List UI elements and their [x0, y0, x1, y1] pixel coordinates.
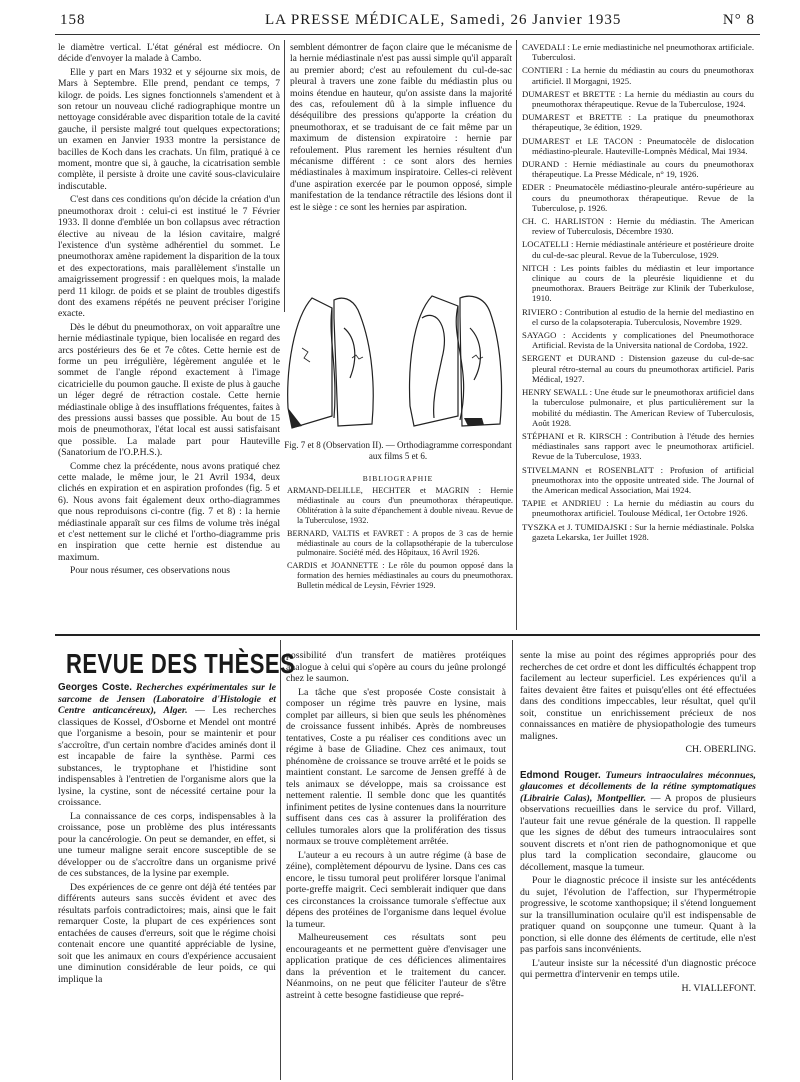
- reference: RIVIERO : Contribution al estudio de la hernie del mediastino en el curso de la colapsoterapia. Tuberculosis, Novembre 1929.: [522, 306, 754, 327]
- reference: STIVELMANN et ROSENBLATT : Profusion of artificial pneumothorax into the opposite untreated side. The Journal of the American medical Association, Mai 1924.: [522, 464, 754, 495]
- header-rule: [55, 34, 760, 35]
- orthodiagram-figure: [272, 288, 520, 438]
- reference: CONTIERI : La hernie du médiastin au cours du pneumothorax artificiel. Il Morgagni, 1925.: [522, 65, 754, 86]
- review-signature: H. VIALLEFONT.: [681, 982, 756, 994]
- reference: SERGENT et DURAND : Distension gazeuse du cul-de-sac pleural rétro-sternal au cours du pneumothorax artificiel. Paris Médical, 1927.: [522, 353, 754, 384]
- reference: LOCATELLI : Hernie médiastinale antérieure et postérieure droite du cul-de-sac pleural. Revue de la Tuberculose, 1929.: [522, 239, 754, 260]
- column-divider-1: [284, 40, 285, 312]
- paragraph: L'auteur a eu recours à un autre régime (à base de zéine), complètement dépourvu de lysine. Dans ces cas encore, le tissu tumoral peut proliférer lorsque l'animal porte-greffe maigrit. Ceci semblerait indiquer que dans ces circonstances la croissance tumorale s'effectue aux dépens des protéines de l'organisme dans lequel évolue la tumeur.: [286, 849, 506, 930]
- review-col3: [520, 650, 756, 996]
- reference: SAYAGO : Accidents y complicationes del Pneumothorace Artificial. Revista de la Universita national de Cordoba, 1922.: [522, 330, 754, 351]
- reference: NITCH : Les points faibles du médiastin et leur importance clinique au cours de la pleurésie liquidienne et du pneumothorax. Brauers Beiträge zur Klinik der Tuberkulose, 1910.: [522, 262, 754, 304]
- paragraph: Malheureusement ces résultats sont peu encourageants et ne permettent guère d'envisager une application pratique de ces déficiences alimentaires dans la prévention et le traitement du cancer. Néanmoins, on ne peut que féliciter l'auteur de s'être astreint à cette besogne fastidieuse que repré-: [286, 932, 506, 1001]
- lung-outline-right: [334, 298, 373, 426]
- review-1-col2: [286, 650, 506, 1003]
- reference: ARMAND-DELILLE, HECHTER et MAGRIN : Hernie médiastinale au cours d'un pneumothorax thérapeutique. Oblitération à la suite d'épanchement à double niveau. Revue de la Tuberculose, 1932.: [287, 486, 513, 525]
- bibliography-title: BIBLIOGRAPHIE: [362, 474, 434, 483]
- reference: STÉPHANI et R. KIRSCH : Contribution à l'étude des hernies médiastinales sans rapport avec le pneumothorax artificiel. Revue de la Tuberculose, 1933.: [522, 430, 754, 462]
- column-2: [290, 42, 512, 215]
- paragraph: — Les recherches classiques de Kossel, d'Osborne et Mendel ont montré que l'organisme a besoin, pour se maintenir et pour s'accroître, d'un certain nombre d'acides aminés dont il est incapable de faire la synthèse. Parmi ces substances, le tryptophane et l'histidine sont indispensables à l'entretien de l'organisme alors que la lysine, la cystine, sont de nécessité certaine pour la croissance.: [58, 705, 277, 808]
- page-header: [60, 10, 755, 34]
- paragraph: La tâche que s'est proposée Coste consistait à composer un régime très pauvre en lysine, mais complet par ailleurs, si bien que seuls les phénomènes de croissance fussent inhibés. Après de nombreuses tentatives, Coste a pu réaliser ces conditions avec un régime à base de Gliadine. Chez ces animaux, tout phénomène de croissance se trouve arrêté et le poids se maintient constant. Le sarcome de Jensen greffé à de tels animaux se développe, mais sa croissance est nettement ralentie. Il semble donc que les quantités infiniment petites de lysine contenues dans la nourriture suffisent dans ces cas à assurer la prolifération des cellules tumorales alors que la prolifération des tissus normaux se trouve complètement arrêtée.: [286, 686, 506, 847]
- reference: HENRY SEWALL : Une étude sur le pneumothorax artificiel dans la tuberculose pulmonaire, et plus particulièrement sur la mobilité du médiastin. The American Review of Tuberculosis, Août 1928.: [522, 387, 754, 428]
- review-1-col1: [58, 682, 276, 987]
- paragraph: L'auteur insiste sur la nécessité d'un diagnostic précoce qui permettra d'intervenir en temps utile.: [520, 957, 756, 980]
- reference: DUMAREST et LE TACON : Pneumatocèle de dislocation médiastino-pleurale. Hauteville-Lompnès Médical, Mai 1934.: [522, 135, 754, 156]
- page-number: 158: [60, 12, 86, 28]
- paragraph: possibilité d'un transfert de matières protéiques analogue à celui qui s'opère au cours du jeûne prolongé chez le saumon.: [286, 650, 506, 684]
- review-signature: CH. OBERLING.: [685, 744, 756, 755]
- reference: CH. C. HARLISTON : Hernie du médiastin. The American review of Tuberculosis, Décembre 1930.: [522, 216, 754, 237]
- reference: DUMAREST et BRETTE : La pratique du pneumothorax thérapeutique, 3e édition, 1929.: [522, 112, 754, 133]
- paragraph: Pour le diagnostic précoce il insiste sur les antécédents du sujet, l'évolution de l'affection, sur l'hypermétropie progressive, le scotome xanthopsique; il s'étend longuement sur la transillumination oculaire qu'il est indispensable de pratiquer quand on soupçonne une tumeur. Quant à la ponction, si elle donne des éléments de certitude, elle n'est pas parfois sans inconvénients.: [520, 875, 756, 955]
- paragraph: C'est dans ces conditions qu'on décide la création d'un pneumothorax droit : celui-ci est institué le 7 Février 1933. Il donne d'emblée un bon collapsus avec rétraction élective au niveau de la lésion cavitaire, malgré l'existence d'un système adhérentiel du sommet. Le pneumothorax amène rapidement la disparition de la toux et des expectorations, mais parallèlement s'installe un amaigrissement progressif : en quelques mois, la malade perd 11 kilogr. de poids et se plaint de troubles digestifs dont des examens répétés ne peuvent préciser l'origine exacte.: [58, 194, 280, 320]
- paragraph: semblent démontrer de façon claire que le mécanisme de la hernie médiastinale n'est pas aussi simple qu'il apparaît au premier abord; c'est au refoulement du cul-de-sac pleural à travers une zone faible du médiastin plus ou moins étendue en hauteur, qu'on assiste dans la majorité des cas, refoulement dû à la simple influence du déséquilibre des pressions qu'apporte la création du pneumothorax, et se traduisant de ce fait même par un maximum de distension expiratoire : hernie par refoulement. Plus rarement les hernies résultent d'un mécanisme différent : ce sont alors des hernies médiastinales à maximum inspiratoire. Celles-ci relèvent d'une aspiration exercée par le poumon opposé, simple manifestation de la tendance rétractile des lésions dont il est le siège : ce sont les hernies par aspiration.: [290, 42, 512, 213]
- column-1: [58, 42, 280, 579]
- review-author: Edmond Rouger.: [520, 769, 601, 781]
- section-title: REVUE DES THÈSES: [66, 648, 296, 680]
- paragraph: sente la mise au point des régimes appropriés pour des recherches de cet ordre et dont les difficultés échappent trop facilement au lecteur superficiel. Les expériences qu'il a faites devaient être faites et puisqu'elles ont été effectuées dans des conditions impeccables, leur résultat, quel qu'il soit, constitue un enrichissement précieux de nos connaissances en matière de physiopathologie des tumeurs malignes.: [520, 650, 756, 742]
- paragraph: Dès le début du pneumothorax, on voit apparaître une hernie médiastinale typique, bien localisée en regard des arcs postérieurs des 6e et 7e côtes. Cette hernie est de forme un peu irrégulière, légèrement angulée et le sommet de l'angle répond exactement à l'image cicatricielle du poumon gauche. Il existe de plus à gauche un léger degré de rétraction costale. Cette hernie médiastinale oblige à des insufflations fréquentes, faites à des pressions aussi basses que possible. Au bout de 15 mois de pneumothorax, l'état local est aussi satisfaisant que possible. La malade part pour Hauteville (Sanatorium de l'O.P.H.S.).: [58, 321, 280, 459]
- journal-title: LA PRESSE MÉDICALE, Samedi, 26 Janvier 1935: [265, 12, 622, 28]
- reference: CAVEDALI : Le ernie mediastiniche nel pneumothorax artificiale. Tuberculosi.: [522, 42, 754, 63]
- review-title: Tumeurs intraoculaires méconnues, glaucomes et décollements de la rétine symptomatiques (Librairie Calas), Montpellier.: [520, 769, 756, 804]
- lung-outline-left: [288, 298, 332, 428]
- bibliography-list: [287, 486, 513, 594]
- review-author: Georges Coste.: [58, 682, 132, 693]
- reference: BERNARD, VALTIS et FAVRET : A propos de 3 cas de hernie médiastinale au cours de la collapsothérapie de la tuberculose pulmonaire. Société méd. des Hôpitaux, 16 Avril 1926.: [287, 528, 513, 558]
- column-divider-4: [512, 640, 513, 1080]
- paragraph: le diamètre vertical. L'état général est médiocre. On décide d'envoyer la malade à Cambo.: [58, 42, 280, 65]
- figure-caption: Fig. 7 et 8 (Observation II). — Orthodiagramme correspondant aux films 5 et 6.: [284, 440, 512, 461]
- reference: DURAND : Hernie médiastinale au cours du pneumothorax thérapeutique. La Presse Médicale, n° 19, 1926.: [522, 159, 754, 180]
- column-divider-3: [280, 640, 281, 1080]
- paragraph: Des expériences de ce genre ont déjà été tentées par différents auteurs sans succès évident et avec des résultats parfois contradictoires; mais, ainsi que le fait remarquer Coste, la plupart de ces expériences sont entachées de causes d'erreurs, soit que le régime choisi contenait encore une quantité appréciable de lysine, soit que les animaux en cours d'expérience accusaient une diminution considérable de leur poids, ce qui implique la: [58, 881, 276, 985]
- review-heading: [58, 682, 276, 809]
- paragraph: Comme chez la précédente, nous avons pratiqué chez cette malade, le même jour, le 21 Avril 1934, deux clichés en expiration et en aspiration profondes (fig. 5 et 6). Nous avons fait également deux ortho-diagrammes que nous reproduisons ci-contre (fig. 7 et 8) : la hernie médiastinale apparaît sur ces films de volume très inégal et c'est nettement sur le cliché et l'ortho-diagramme pris en inspiration que cette hernie est distendue au maximum.: [58, 460, 280, 563]
- lung-outline-right-2: [460, 296, 502, 426]
- review-title: Recherches expérimentales sur le sarcome de Jensen (Laboratoire d'Histologie et Centre anticancéreux), Alger.: [58, 682, 276, 716]
- reference: TYSZKA et J. TUMIDAJSKI : Sur la hernie médiastinale. Polska gazeta Lekarska, 1er Juillet 1928.: [522, 521, 754, 542]
- reference: TAPIE et ANDRIEU : La hernie du médiastin au cours du pneumothorax artificiel. Toulouse Médical, 1er Octobre 1926.: [522, 498, 754, 519]
- paragraph: La connaissance de ces corps, indispensables à la croissance, pose un problème des plus intéressants pour la cancérologie. On peut se demander, en effet, si une tumeur maligne serait encore susceptible de se développer ou de s'accroître dans un organisme privé de ces substances, de la lysine par exemple.: [58, 810, 276, 879]
- paragraph: Pour nous résumer, ces observations nous: [70, 565, 231, 577]
- reference: EDER : Pneumatocèle médiastino-pleurale antéro-supérieure au cours du pneumothorax thérapeutique. Revue de la Tuberculose, p. 1926.: [522, 182, 754, 213]
- paragraph: Elle y part en Mars 1932 et y séjourne six mois, de Mars à Septembre. Elle prend, pendant ce temps, 7 kilogr. de poids. Les signes fonctionnels s'amendent et à son retour un nouveau cliché radiographique montre un nettoyage considérable avec disparition totale de la cavité gauche, il persiste malgré tout quelques expectorations; un examen en Janvier 1933 montre la persistance de bacilles de Koch dans les crachats. Un film, pratiqué à ce moment, montre que si, à gauche, la cicatrisation semble complète, il persiste à droite une cavité sous-claviculaire indiscutable.: [58, 66, 280, 192]
- paragraph: — A propos de plusieurs observations recueillies dans le service du prof. Villard, l'auteur fait une revue générale de la question. Il rappelle que les signes de début des tumeurs intraoculaires sont souvent discrets et n'ont rien de pathognomonique et que plus tard la complication secondaire, glaucome ou décollement, masque la tumeur.: [520, 792, 757, 873]
- references-column: [522, 42, 754, 545]
- reference: DUMAREST et BRETTE : La hernie du médiastin au cours du pneumothorax thérapeutique. Revue de la Tuberculose, 1924.: [522, 88, 754, 110]
- section-rule: [55, 634, 760, 636]
- reference: CARDIS et JOANNETTE : Le rôle du poumon opposé dans la formation des hernies médiastinales au cours du pneumothorax. Bulletin médical de Leysin, Février 1929.: [287, 561, 513, 591]
- issue-number: N° 8: [722, 12, 755, 28]
- review-heading: [520, 770, 756, 874]
